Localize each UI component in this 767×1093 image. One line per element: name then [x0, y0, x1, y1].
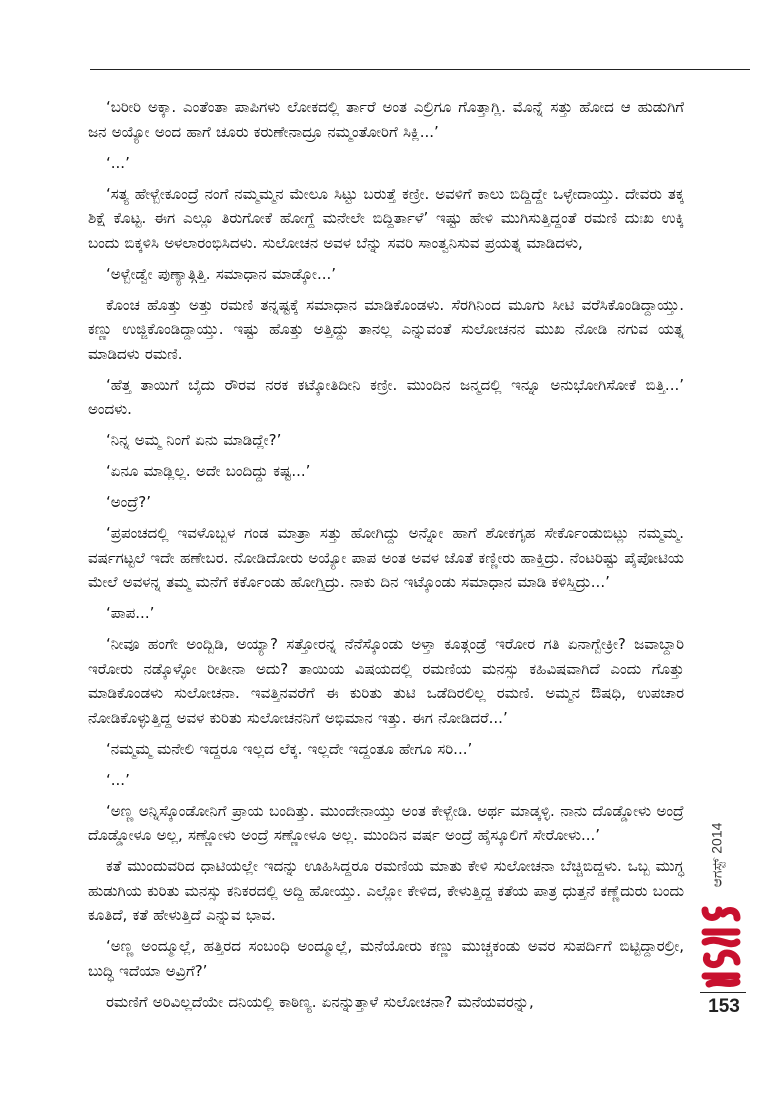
- paragraph: ‘ಅಂದ್ರೆ?’: [106, 493, 151, 511]
- article-body: [88, 95, 684, 1021]
- paragraph: ‘ನೀವೂ ಹಂಗೇ ಅಂದ್ಬಿಡಿ, ಅಯ್ಯಾ? ಸತ್ತೋರನ್ನ ನೆನೆಸ್ಕೊಂಡು ಅಳ್ತಾ ಕೂತ್ಗಂಡ್ರೆ ಇರೋರ ಗತಿ ಏನಾಗ್ಬೇಕ್ರೀ? ಜವಾಬ್ದಾರಿ ಇರೋರು ನಡ್ಕೊಳ್ಳೋ ರೀತೀನಾ ಅದು? ತಾಯಿಯ ವಿಷಯದಲ್ಲಿ ರಮಣಿಯ ಮನಸ್ಸು ಕಹಿವಿಷವಾಗಿದೆ ಎಂದು ಗೊತ್ತು ಮಾಡಿಕೊಂಡಳು ಸುಲೋಚನಾ. ಇವತ್ತಿನವರೆಗೆ ಈ ಕುರಿತು ತುಟಿ ಒಡೆದಿರಲಿಲ್ಲ ರಮಣಿ. ಅಮ್ಮನ ಔಷಧಿ, ಉಪಚಾರ ನೋಡಿಕೊಳ್ಳುತ್ತಿದ್ದ ಅವಳ ಕುರಿತು ಸುಲೋಚನನಿಗೆ ಅಭಿಮಾನ ಇತ್ತು. ಈಗ ನೋಡಿದರೆ...’: [88, 635, 684, 727]
- issue-date: [702, 800, 732, 910]
- issue-date-label: ಆಗಸ್ಟ್ 2014: [708, 822, 725, 888]
- paragraph: ‘ಬರೀರಿ ಅಕ್ಕಾ. ಎಂತೆಂತಾ ಪಾಪಿಗಳು ಲೋಕದಲ್ಲಿ ರ್ತಾರೆ ಅಂತ ಎಲ್ರಿಗೂ ಗೊತ್ತಾಗ್ಲಿ. ಮೊನ್ನೆ ಸತ್ತು ಹೋದ ಆ ಹುಡುಗಿಗೆ ಜನ ಅಯ್ಯೋ ಅಂದ ಹಾಗೆ ಚೂರು ಕರುಣೇನಾದ್ರೂ ನಮ್ಮಂತೋರಿಗೆ ಸಿಕ್ಲಿ...’: [88, 98, 684, 141]
- mayura-logo: [699, 906, 743, 988]
- paragraph: ‘ಅಣ್ಣ ಅಂದ್ಮೂಲ್ಲೆ, ಹತ್ತಿರದ ಸಂಬಂಧಿ ಅಂದ್ಮೂಲ್ಲೆ, ಮನೆಯೋರು ಕಣ್ಣು ಮುಚ್ಚಕಂಡು ಅವರ ಸುಪರ್ದಿಗೆ ಬಿಟ್ಟಿದ್ದಾರಲ್ರೀ, ಬುದ್ಧಿ ಇದೆಯಾ ಅವ್ರಿಗೆ?’: [88, 937, 684, 980]
- paragraph: ‘ಸತ್ಯ ಹೇಳ್ಬೇಕೂಂದ್ರೆ ನಂಗೆ ನಮ್ಮಮ್ಮನ ಮೇಲೂ ಸಿಟ್ಟು ಬರುತ್ತೆ ಕಣ್ರೀ. ಅವಳಿಗೆ ಕಾಲು ಬಿದ್ದಿದ್ದೇ ಒಳ್ಳೇದಾಯ್ತು. ದೇವರು ತಕ್ಕ ಶಿಕ್ಷೆ ಕೊಟ್ಟ. ಈಗ ಎಲ್ಲೂ ತಿರುಗೋಕೆ ಹೋಗ್ದೆ ಮನೇಲೇ ಬಿದ್ದಿರ್ತಾಳೆ’ ಇಷ್ಟು ಹೇಳಿ ಮುಗಿಸುತ್ತಿದ್ದಂತೆ ರಮಣಿ ದುಃಖ ಉಕ್ಕಿ ಬಂದು ಬಿಕ್ಕಳಿಸಿ ಅಳಲಾರಂಭಿಸಿದಳು. ಸುಲೋಚನ ಅವಳ ಬೆನ್ನು ಸವರಿ ಸಾಂತ್ವನಿಸುವ ಪ್ರಯತ್ನ ಮಾಡಿದಳು,: [88, 184, 684, 252]
- paragraph: ‘ಪಾಪ...’: [106, 604, 155, 622]
- paragraph: ‘ಹೆತ್ತ ತಾಯಿಗೆ ಬೈದು ರೌರವ ನರಕ ಕಟ್ಕೋತಿದೀನಿ ಕಣ್ರೀ. ಮುಂದಿನ ಜನ್ಮದಲ್ಲಿ ಇನ್ನೂ ಅನುಭೋಗಿಸೋಕೆ ಬಿತ್ತಿ...’ ಅಂದಳು.: [88, 375, 684, 418]
- page-number: 153: [708, 996, 740, 1017]
- paragraph: ‘ಅಣ್ಣ ಅನ್ನಿಸ್ಕೊಂಡೋನಿಗೆ ಪ್ರಾಯ ಬಂದಿತ್ತು. ಮುಂದೇನಾಯ್ತು ಅಂತ ಕೇಳ್ಬೇಡಿ. ಅರ್ಥ ಮಾಡ್ಕಳ್ಳಿ. ನಾನು ದೊಡ್ಡೋಳು ಅಂದ್ರೆ ದೊಡ್ಡೋಳೂ ಅಲ್ಲ, ಸಣ್ಣೋಳು ಅಂದ್ರೆ ಸಣ್ಣೋಳೂ ಅಲ್ಲ. ಮುಂದಿನ ವರ್ಷ ಅಂದ್ರೆ ಹೈಸ್ಕೂಲಿಗೆ ಸೇರೋಳು...’: [88, 801, 684, 844]
- paragraph: ‘ಪ್ರಪಂಚದಲ್ಲಿ ಇವಳೊಬ್ಬಳ ಗಂಡ ಮಾತ್ರಾ ಸತ್ತು ಹೋಗಿದ್ದು ಅನ್ನೋ ಹಾಗೆ ಶೋಕಗೃಹ ಸೇರ್ಕೊಂಡುಬಿಟ್ಲು ನಮ್ಮಮ್ಮ. ವರ್ಷಗಟ್ಟಲೆ ಇದೇ ಹಣೇಬರ. ನೋಡಿದೋರು ಅಯ್ಯೋ ಪಾಪ ಅಂತ ಅವಳ ಜೊತೆ ಕಣ್ಣೀರು ಹಾಕ್ತಿದ್ರು. ನೆಂಟರಿಷ್ಟು ಪೈಪೋಟಿಯ ಮೇಲೆ ಅವಳನ್ನ ತಮ್ಮ ಮನೆಗೆ ಕರ್ಕೊಂಡು ಹೋಗ್ತಿದ್ರು. ನಾಕು ದಿನ ಇಟ್ಕೊಂಡು ಸಮಾಧಾನ ಮಾಡಿ ಕಳಿಸ್ತಿದ್ರು...’: [88, 524, 684, 591]
- paragraph: ‘ನಮ್ಮಮ್ಮ ಮನೇಲಿ ಇದ್ದರೂ ಇಲ್ಲದ ಲೆಕ್ಕ. ಇಲ್ಲದೇ ಇದ್ದಂತೂ ಹೇಗೂ ಸರಿ...’: [106, 739, 473, 758]
- paragraph: ‘...’: [106, 153, 130, 172]
- paragraph: ರಮಣಿಗೆ ಅರಿವಿಲ್ಲದೆಯೇ ದನಿಯಲ್ಲಿ ಕಾಠಿಣ್ಯ. ಏನನ್ನುತ್ತಾಳೆ ಸುಲೋಚನಾ? ಮನೆಯವರನ್ನು,: [106, 992, 534, 1011]
- paragraph: ‘ನಿನ್ನ ಅಮ್ಮ ನಿಂಗೆ ಏನು ಮಾಡಿದ್ಲೇ?’: [106, 431, 282, 449]
- top-rule: [90, 69, 750, 70]
- mayura-logo-mark: [699, 906, 743, 988]
- paragraph: ‘ಅಳ್ಬೇಡ್ವೇ ಪುಣ್ಯಾತ್ಗಿತ್ತಿ. ಸಮಾಧಾನ ಮಾಡ್ಕೋ...’: [106, 264, 337, 283]
- paragraph: ಕೊಂಚ ಹೊತ್ತು ಅತ್ತು ರಮಣಿ ತನ್ನಷ್ಟಕ್ಕೆ ಸಮಾಧಾನ ಮಾಡಿಕೊಂಡಳು. ಸೆರಗಿನಿಂದ ಮೂಗು ಸೀಟಿ ವರೆಸಿಕೊಂಡಿದ್ದಾಯ್ತು. ಕಣ್ಣು ಉಜ್ಜಿಕೊಂಡಿದ್ದಾಯ್ತು. ಇಷ್ಟು ಹೊತ್ತು ಅತ್ತಿದ್ದು ತಾನಲ್ಲ ಎನ್ನುವಂತೆ ಸುಲೋಚನನ ಮುಖ ನೋಡಿ ನಗುವ ಯತ್ನ ಮಾಡಿದಳು ರಮಣಿ.: [88, 295, 684, 363]
- paragraph: ಕತೆ ಮುಂದುವರಿದ ಧಾಟಿಯಲ್ಲೇ ಇದನ್ನು ಊಹಿಸಿದ್ದರೂ ರಮಣಿಯ ಮಾತು ಕೇಳಿ ಸುಲೋಚನಾ ಬೆಚ್ಚಿಬಿದ್ದಳು. ಒಬ್ಬ ಮುಗ್ಧ ಹುಡುಗಿಯ ಕುರಿತು ಮನಸ್ಸು ಕನಿಕರದಲ್ಲಿ ಅದ್ದಿ ಹೋಯ್ತು. ಎಲ್ಲೋ ಕೇಳಿದ, ಕೇಳುತ್ತಿದ್ದ ಕತೆಯ ಪಾತ್ರ ಧುತ್ತನೆ ಕಣ್ಣೆದುರು ಬಂದು ಕೂತಿದೆ, ಕತೆ ಹೇಳುತ್ತಿದೆ ಎನ್ನುವ ಭಾವ.: [88, 857, 684, 924]
- paragraph: ‘ಏನೂ ಮಾಡ್ಲಿಲ್ಲ. ಅದೇ ಬಂದಿದ್ದು ಕಷ್ಟ...’: [106, 462, 311, 480]
- page-number-rule: [700, 992, 746, 993]
- paragraph: ‘...’: [106, 770, 130, 789]
